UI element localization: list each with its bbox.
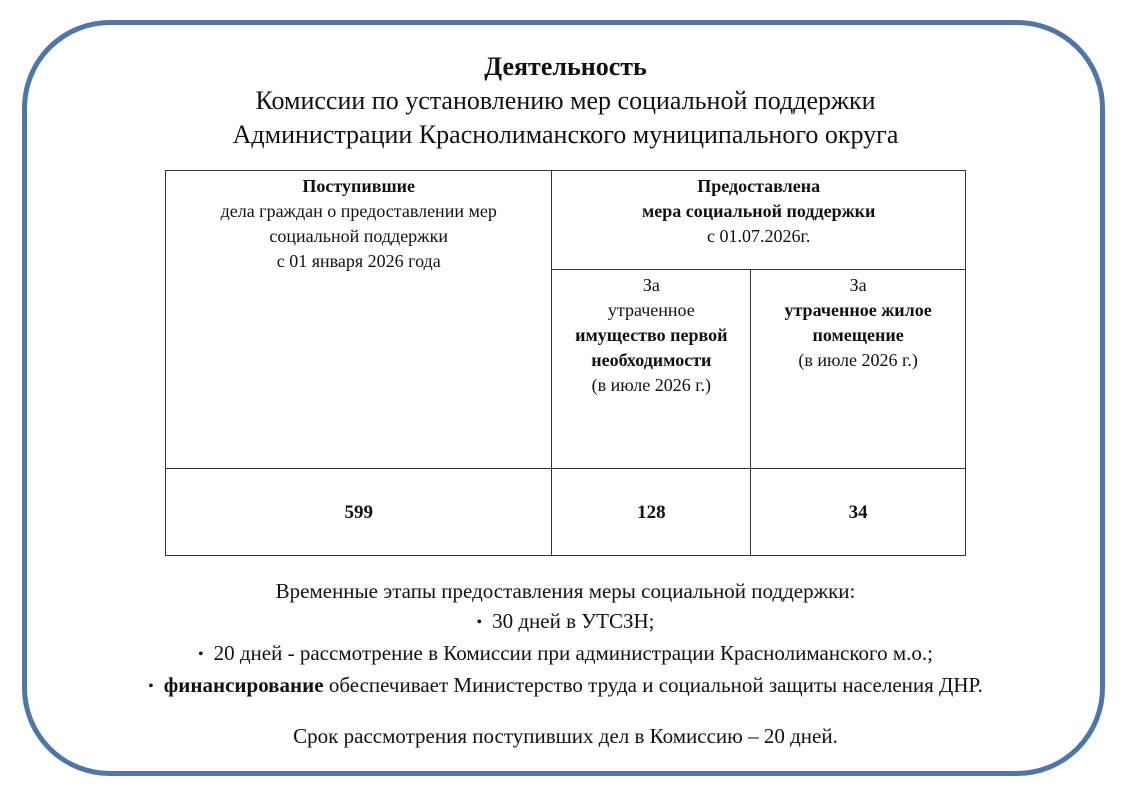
header-line-2: Администрации Краснолиманского муниципального округа	[232, 120, 899, 149]
stage-text: обеспечивает Министерство труда и социальной защиты населения ДНР.	[323, 673, 983, 697]
property-bold-1: имущество первой	[575, 325, 728, 345]
housing-bold-1: утраченное жилое	[784, 300, 932, 320]
provided-heading-2: мера социальной поддержки	[642, 201, 876, 221]
stages-section	[0, 576, 1131, 702]
received-value: 599	[166, 469, 552, 556]
bullet-icon: •	[148, 678, 154, 695]
housing-bold-2: помещение	[812, 325, 904, 345]
housing-header-cell	[751, 270, 966, 469]
received-header-cell	[166, 171, 552, 469]
received-line-3: с 01 января 2026 года	[276, 251, 441, 271]
property-header-cell	[552, 270, 751, 469]
property-bold-2: необходимости	[591, 350, 712, 370]
received-line-1: дела граждан о предоставлении мер	[220, 201, 497, 221]
stage-item-2	[0, 638, 1131, 670]
property-value: 128	[552, 469, 751, 556]
provided-date: с 01.07.2026г.	[707, 226, 811, 246]
stage-text: 30 дней в УТСЗН;	[492, 609, 655, 633]
provided-header-cell	[552, 171, 966, 270]
stage-item-1	[0, 606, 1131, 638]
provided-heading: Предоставлена	[697, 176, 821, 196]
document-header	[0, 50, 1131, 152]
document-title: Деятельность	[484, 52, 647, 81]
received-heading: Поступившие	[302, 176, 416, 196]
statistics-table	[165, 170, 966, 556]
header-line-1: Комиссии по установлению мер социальной поддержки	[255, 86, 876, 115]
property-line-2: утраченное	[607, 300, 695, 320]
review-deadline: Срок рассмотрения поступивших дел в Комиссию – 20 дней.	[293, 724, 838, 748]
housing-value: 34	[751, 469, 966, 556]
bullet-icon: •	[198, 646, 204, 663]
property-line-1: За	[642, 275, 660, 295]
housing-period: (в июле 2026 г.)	[798, 350, 918, 370]
housing-line-1: За	[849, 275, 867, 295]
stage-bold-text: финансирование	[163, 673, 324, 697]
property-period: (в июле 2026 г.)	[591, 375, 712, 395]
stage-text: 20 дней - рассмотрение в Комиссии при администрации Краснолиманского м.о.;	[213, 641, 933, 665]
bullet-icon: •	[476, 614, 483, 631]
received-line-2: социальной поддержки	[269, 226, 448, 246]
stages-heading: Временные этапы предоставления меры социальной поддержки:	[275, 579, 856, 603]
stage-item-3	[0, 670, 1131, 702]
